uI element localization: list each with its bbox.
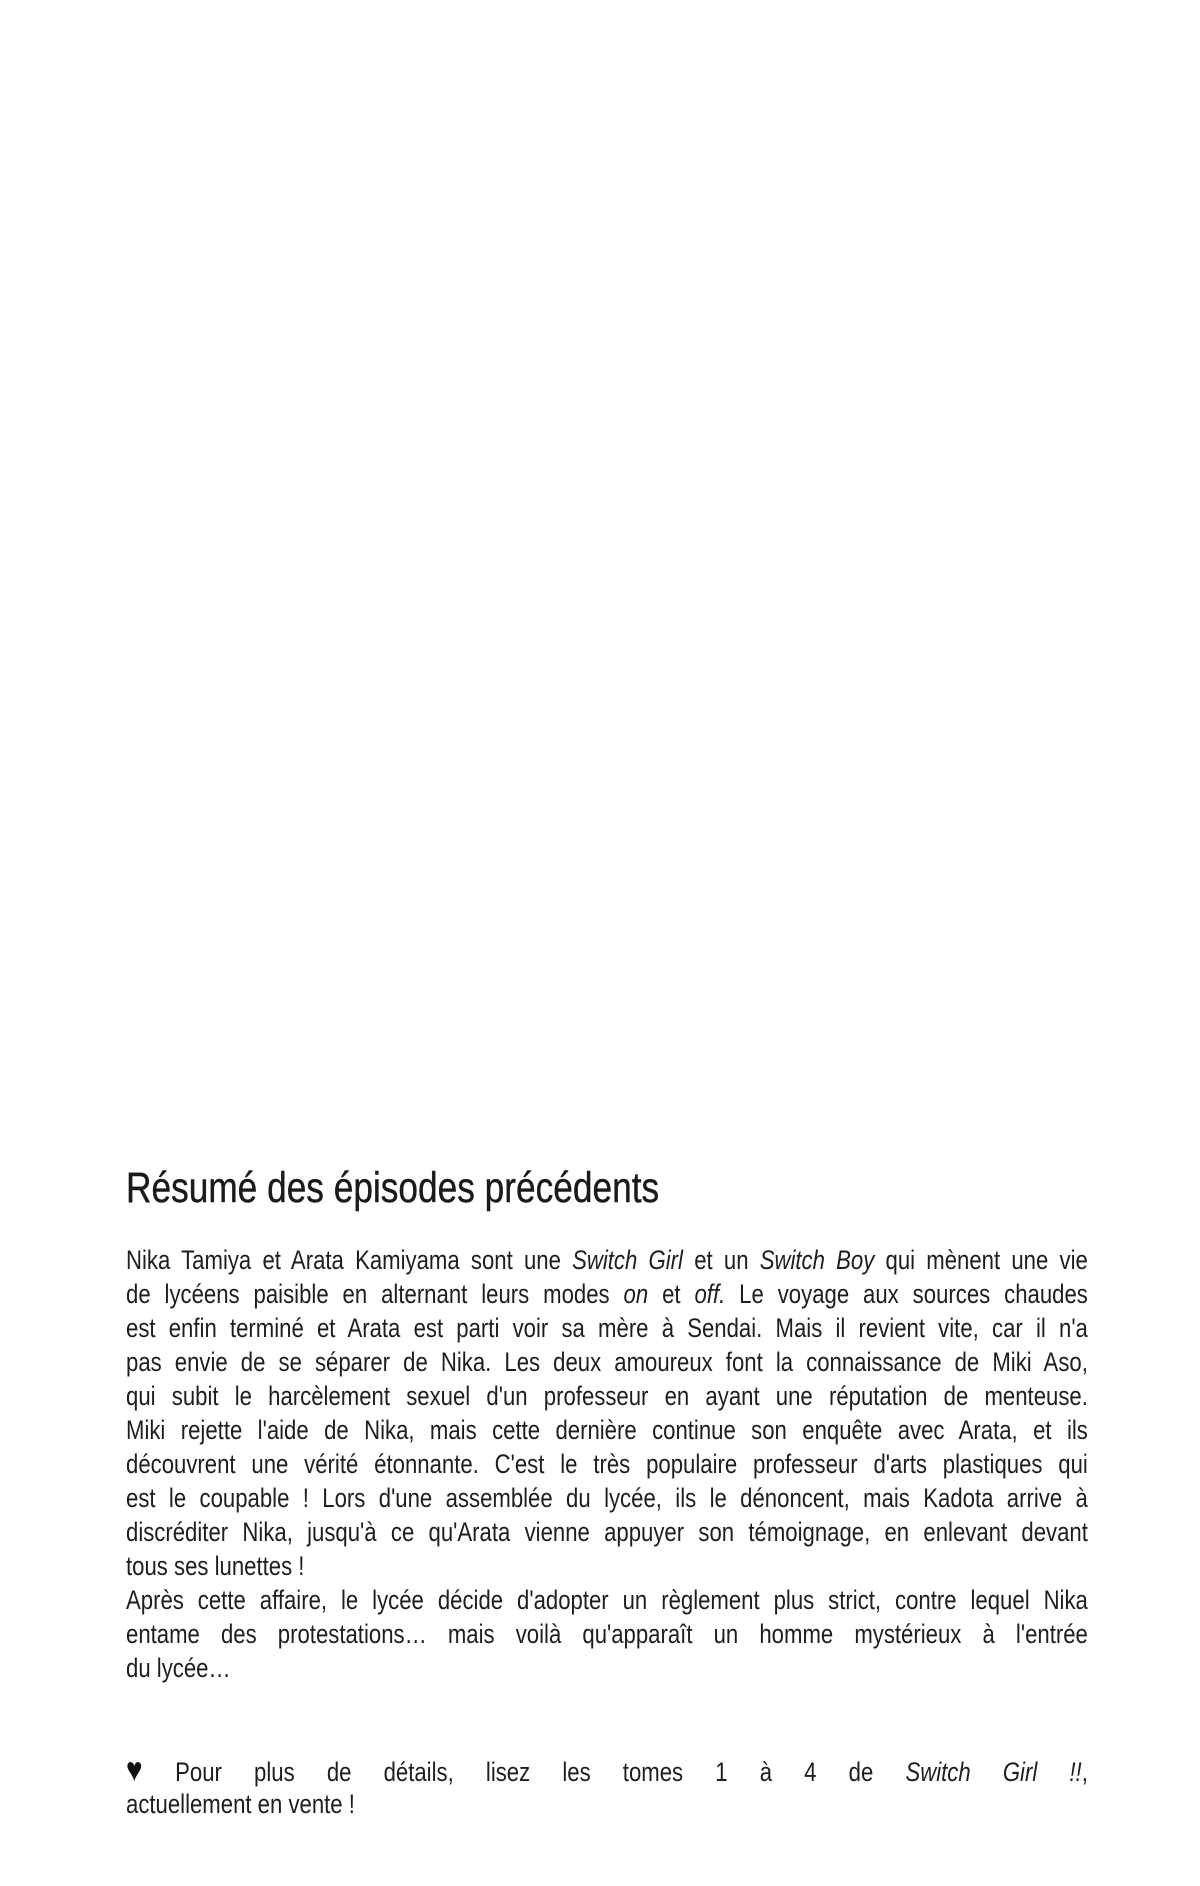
text-segment: de lycéens paisible en alternant leurs modes [126,1279,624,1309]
text-segment: qui mènent une vie [874,1245,1088,1275]
text-segment: discréditer Nika, jusqu'à ce qu'Arata vienne appuyer son témoignage, en enlevant devant [126,1517,1088,1547]
text-segment: est le coupable ! Lors d'une assemblée du lycée, ils le dénoncent, mais Kadota arrive à [126,1483,1088,1513]
text-segment: entame des protestations… mais voilà qu'apparaît un homme mystérieux à l'entrée [126,1619,1088,1649]
text-line [126,1277,1088,1311]
text-segment: Miki rejette l'aide de Nika, mais cette dernière continue son enquête avec Arata, et ils [126,1415,1088,1445]
text-line [126,1583,1088,1617]
text-segment: Après cette affaire, le lycée décide d'adopter un règlement plus strict, contre lequel Nika [126,1585,1088,1615]
text-line [126,1481,1088,1515]
text-line [126,1651,1088,1685]
text-segment: est enfin terminé et Arata est parti voir sa mère à Sendai. Mais il revient vite, car il n'a [126,1313,1088,1343]
text-segment: tous ses lunettes ! [126,1551,305,1581]
italic-title: Switch Girl !! [905,1757,1082,1787]
summary-page [126,0,1088,1886]
text-segment: actuellement en vente ! [126,1789,355,1819]
text-segment: pas envie de se séparer de Nika. Les deux amoureux font la connaissance de Miki Aso, [126,1347,1088,1377]
text-line [126,1413,1088,1447]
heart-icon: ♥ [126,1751,169,1789]
text-line [126,1753,1088,1787]
summary-heading: Résumé des épisodes précédents [126,1164,660,1212]
text-line [126,1243,1088,1277]
text-segment: , [1081,1757,1088,1787]
italic-title: Switch Boy [759,1245,875,1275]
text-segment: découvrent une vérité étonnante. C'est le très populaire professeur d'arts plastiques qui [126,1449,1088,1479]
text-segment: Le voyage aux sources chaudes [725,1279,1088,1309]
italic-title: Switch Girl [572,1245,683,1275]
text-line [126,1379,1088,1413]
summary-paragraph [126,1243,1088,1583]
text-line [126,1311,1088,1345]
italic-title: on [623,1279,649,1309]
text-segment: qui subit le harcèlement sexuel d'un professeur en ayant une réputation de menteuse. [126,1381,1088,1411]
text-segment: et un [682,1245,760,1275]
text-line [126,1515,1088,1549]
text-line [126,1549,1088,1583]
text-segment: du lycée… [126,1653,231,1683]
text-line [126,1447,1088,1481]
text-segment: et [648,1279,695,1309]
text-line [126,1617,1088,1651]
text-line [126,1345,1088,1379]
text-line [126,1787,1088,1821]
text-segment: Pour plus de détails, lisez les tomes 1 à 4 de [175,1757,906,1787]
italic-title: off. [694,1279,726,1309]
more-details-note [126,1753,1088,1821]
summary-paragraph-continued [126,1583,1088,1685]
text-segment: Nika Tamiya et Arata Kamiyama sont une [126,1245,573,1275]
